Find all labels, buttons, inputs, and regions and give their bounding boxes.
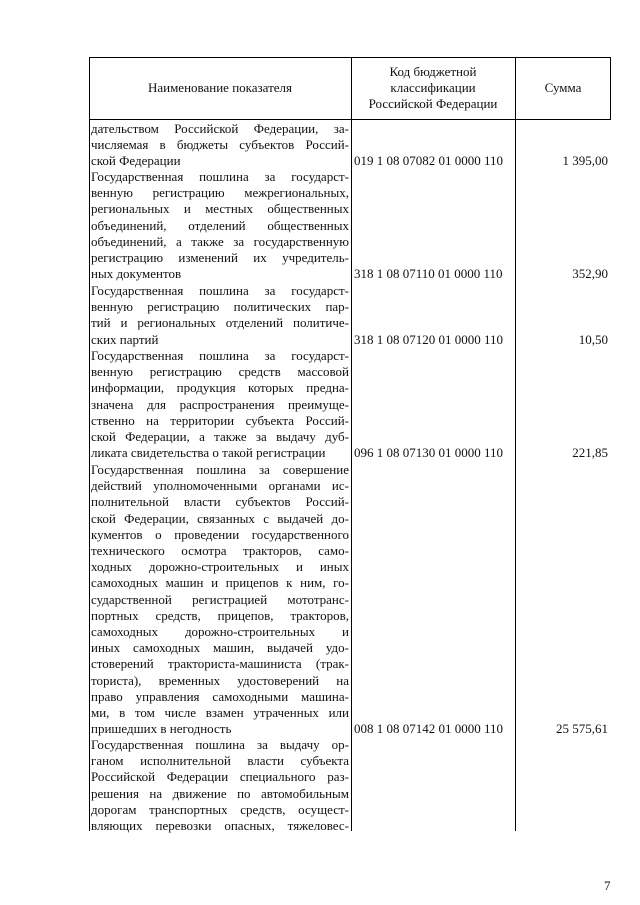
description-line: стоверений тракториста-машиниста (трак- <box>91 656 349 672</box>
table-header-bottom <box>89 119 611 120</box>
row-description <box>91 283 349 348</box>
description-line: ской Федерации <box>91 153 181 169</box>
description-line: объединений, отделений общественных <box>91 217 349 233</box>
row-description <box>91 737 349 834</box>
description-line: вляющих перевозки опасных, тяжеловес- <box>91 818 349 834</box>
description-line: право управления самоходными машина- <box>91 688 349 704</box>
row-code: 318 1 08 07110 01 0000 110 <box>354 266 503 281</box>
description-line: Государственная пошлина за государст- <box>91 169 349 184</box>
description-line: ториста), временных удостоверений на <box>91 672 349 688</box>
description-line: Государственная пошлина за государст- <box>91 348 349 363</box>
description-line: ской Федерации, а также за выдачу дуб- <box>91 429 349 445</box>
description-line: решения на движение по автомобильным <box>91 785 349 801</box>
description-line: действий уполномоченными органами ис- <box>91 478 349 494</box>
description-line: венную регистрацию межрегиональных, <box>91 185 349 201</box>
description-line: Российской Федерации специального раз- <box>91 769 349 785</box>
description-line: венную регистрацию средств массовой <box>91 364 349 380</box>
header-sum-cell <box>515 57 611 119</box>
description-line: информации, продукция которых предна- <box>91 380 349 396</box>
budget-table <box>89 57 611 834</box>
row-sum: 352,90 <box>572 266 608 281</box>
table-divider-code <box>351 57 352 831</box>
description-line: самоходных дорожно-строительных и <box>91 624 349 640</box>
row-code: 019 1 08 07082 01 0000 110 <box>354 153 504 168</box>
description-line: тий и региональных отделений политиче- <box>91 315 349 331</box>
description-line: иных самоходных машин, выдачей удо- <box>91 640 349 656</box>
row-description <box>91 169 349 282</box>
page-number: 7 <box>604 878 611 893</box>
description-line: Государственная пошлина за совершение <box>91 462 349 477</box>
description-line: региональных и местных общественных <box>91 201 349 217</box>
row-sum: 10,50 <box>578 332 608 347</box>
row-sum: 1 395,00 <box>562 153 608 168</box>
description-line: дорогам транспортных средств, осущест- <box>91 801 349 817</box>
row-code: 318 1 08 07120 01 0000 110 <box>354 332 504 347</box>
description-line: самоходных машин и прицепов к ним, го- <box>91 575 349 591</box>
description-line: числяемая в бюджеты субъектов Россий- <box>91 137 349 153</box>
description-line: ликата свидетельства о такой регистрации <box>91 445 326 461</box>
description-line: значена для распространения преимуще- <box>91 396 349 412</box>
description-line: Государственная пошлина за государст- <box>91 283 349 298</box>
header-name-label: Наименование показателя <box>147 80 293 95</box>
row-code: 096 1 08 07130 01 0000 110 <box>354 445 504 460</box>
header-name-cell <box>89 57 351 119</box>
row-sum: 25 575,61 <box>556 721 608 736</box>
description-line: регистрацию изменений их учредитель- <box>91 250 349 266</box>
description-line: ственно на территории субъекта Россий- <box>91 412 349 428</box>
header-code-line: классификации <box>390 80 476 95</box>
description-line: технического осмотра тракторов, само- <box>91 543 349 559</box>
description-line: венную регистрацию политических пар- <box>91 299 349 315</box>
description-line: кументов о проведении государственного <box>91 526 349 542</box>
description-line: ской Федерации, связанных с выдачей до- <box>91 510 349 526</box>
description-line: сударственной регистрацией мототранс- <box>91 591 349 607</box>
description-line: полнительной власти субъектов Россий- <box>91 494 349 510</box>
description-line: ских партий <box>91 331 159 347</box>
description-line: ми, в том числе взамен утраченных или <box>91 705 349 721</box>
description-line: портных средств, прицепов, тракторов, <box>91 607 349 623</box>
description-line: дательством Российской Федерации, за- <box>91 121 349 136</box>
header-sum-label: Сумма <box>544 80 582 95</box>
table-divider-sum <box>515 57 516 831</box>
description-line: ных документов <box>91 266 182 282</box>
header-code-cell <box>351 57 515 119</box>
description-line: ходных дорожно-строительных и иных <box>91 559 349 575</box>
row-description <box>91 462 349 737</box>
row-description <box>91 121 349 170</box>
row-sum: 221,85 <box>572 445 608 460</box>
description-line: ганом исполнительной власти субъекта <box>91 753 349 769</box>
row-code: 008 1 08 07142 01 0000 110 <box>354 721 504 736</box>
header-code-line: Код бюджетной <box>389 64 477 79</box>
table-border-left <box>89 57 90 831</box>
row-description <box>91 348 349 461</box>
description-line: Государственная пошлина за выдачу ор- <box>91 737 349 752</box>
description-line: объединений, а также за государственную <box>91 233 349 249</box>
description-line: пришедших в негодность <box>91 721 232 737</box>
header-code-line: Российской Федерации <box>368 96 498 111</box>
